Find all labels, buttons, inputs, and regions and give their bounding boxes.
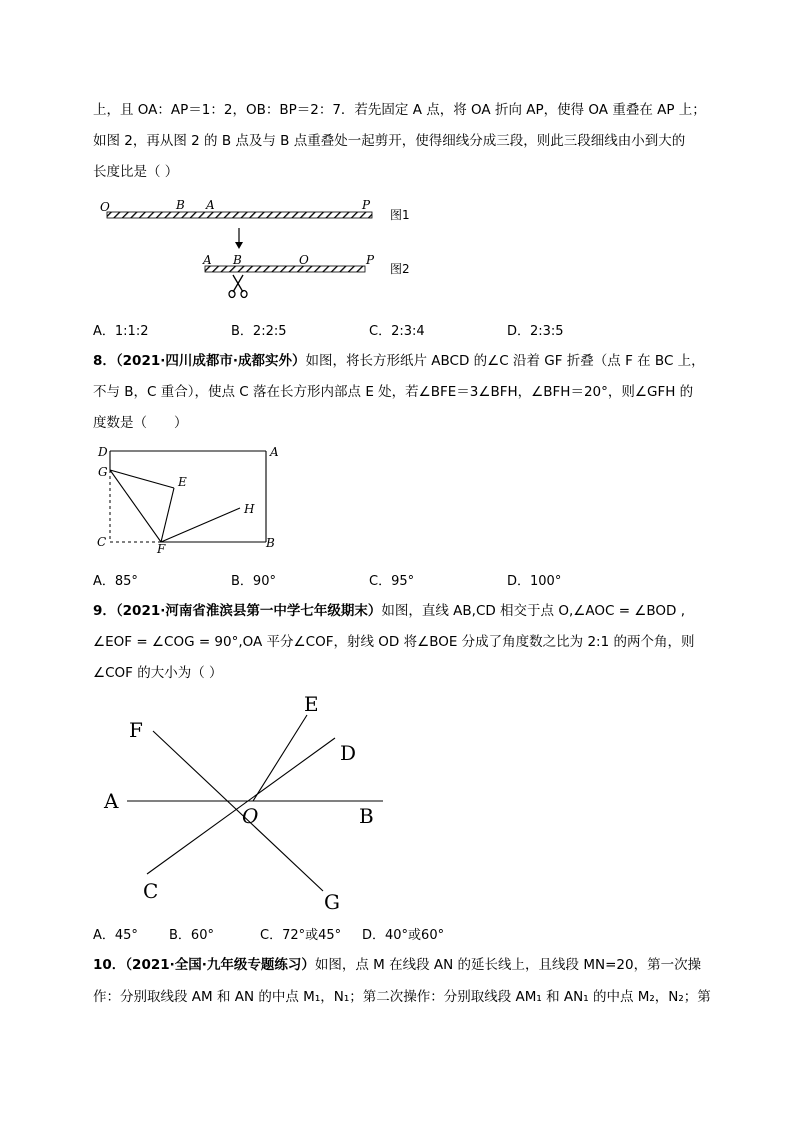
ray-OE	[253, 715, 307, 801]
fig2-caption: 图2	[390, 262, 410, 276]
q8-text-line-3: 度数是（ ）	[93, 415, 188, 431]
point-B: B	[266, 536, 275, 550]
point-B: B	[359, 804, 374, 828]
q8-option-c[interactable]: C．95°	[369, 574, 415, 589]
point-G: G	[324, 890, 340, 914]
fig2-label-A: A	[203, 253, 212, 267]
line-FG	[153, 731, 323, 891]
fig2-label-O: O	[299, 253, 309, 267]
q8-text-line-2: 不与 B，C 重合），使点 C 落在长方形内部点 E 处，若∠BFE＝3∠BFH，∠BFH＝20°，则∠GFH 的	[93, 384, 694, 400]
q10-stem: 如图，点 M 在线段 AN 的延长线上，且线段 MN=20，第一次操	[314, 957, 702, 973]
point-A: A	[104, 789, 119, 813]
q8-option-b[interactable]: B．90°	[231, 574, 276, 589]
q8-option-d[interactable]: D．100°	[507, 574, 562, 589]
fig2-label-B: B	[233, 253, 242, 267]
q7-text-line-2: 如图 2，再从图 2 的 B 点及与 B 点重叠处一起剪开，使得细线分成三段，则此三段细线由小到大的	[93, 133, 686, 149]
point-C: C	[97, 535, 107, 549]
q10-text-line-2: 作：分别取线段 AM 和 AN 的中点 M₁，N₁；第二次操作：分别取线段 AM₁ 和 AN₁ 的中点 M₂，N₂；第	[93, 989, 711, 1005]
point-A: A	[270, 445, 279, 459]
q9-source: （2021·河南省淮滨县第一中学七年级期末）	[115, 603, 382, 619]
point-O: O	[242, 804, 259, 828]
point-H: H	[244, 502, 255, 516]
q9-number: 9．	[93, 603, 116, 619]
q10-source: （2021·全国·九年级专题练习）	[125, 957, 315, 973]
fig1-label-B: B	[176, 198, 185, 212]
q9-option-a[interactable]: A．45°	[93, 928, 138, 943]
point-E: E	[178, 475, 187, 489]
q9-stem: 如图，直线 AB,CD 相交于点 O,∠AOC = ∠BOD ,	[381, 603, 686, 619]
q7-option-c[interactable]: C．2:3:4	[369, 324, 425, 339]
point-D: D	[340, 741, 357, 765]
q9-option-c[interactable]: C．72°或45°	[260, 928, 342, 943]
fig1-label-A: A	[206, 198, 215, 212]
q9-option-d[interactable]: D．40°或60°	[362, 928, 445, 943]
q9-option-b[interactable]: B．60°	[169, 928, 214, 943]
fig1-caption: 图1	[390, 208, 410, 222]
q7-text-line-1: 上，且 OA：AP＝1：2，OB：BP＝2：7．若先固定 A 点，将 OA 折向 AP，使得 OA 重叠在 AP 上；	[93, 102, 706, 118]
point-D: D	[98, 445, 108, 459]
point-F: F	[129, 718, 143, 742]
line-CD	[147, 738, 335, 874]
q8-number: 8．	[93, 353, 116, 369]
q9-text-line-2: ∠EOF = ∠COG = 90°,OA 平分∠COF，射线 OD 将∠BOE 分成了角度数之比为 2:1 的两个角，则	[93, 634, 695, 650]
q7-option-b[interactable]: B．2:2:5	[231, 324, 287, 339]
q8-source: （2021·四川成都市·成都实外）	[115, 353, 306, 369]
q8-stem: 如图，将长方形纸片 ABCD 的∠C 沿着 GF 折叠（点 F 在 BC 上，	[305, 353, 705, 369]
point-F: F	[157, 542, 166, 556]
q7-option-d[interactable]: D．2:3:5	[507, 324, 564, 339]
point-C: C	[143, 879, 159, 903]
q10-number: 10．	[93, 957, 126, 973]
fig1-label-P: P	[362, 198, 371, 212]
point-G: G	[98, 465, 108, 479]
q7-text-line-3: 长度比是（ ）	[93, 164, 179, 180]
point-E: E	[304, 692, 319, 716]
q8-option-a[interactable]: A．85°	[93, 574, 138, 589]
q10-text-line-1	[93, 956, 701, 974]
q9-text-line-3: ∠COF 的大小为（ ）	[93, 665, 223, 681]
fig2-label-P: P	[366, 253, 375, 267]
fig1-label-O: O	[100, 200, 110, 214]
q7-option-a[interactable]: A．1:1:2	[93, 324, 149, 339]
